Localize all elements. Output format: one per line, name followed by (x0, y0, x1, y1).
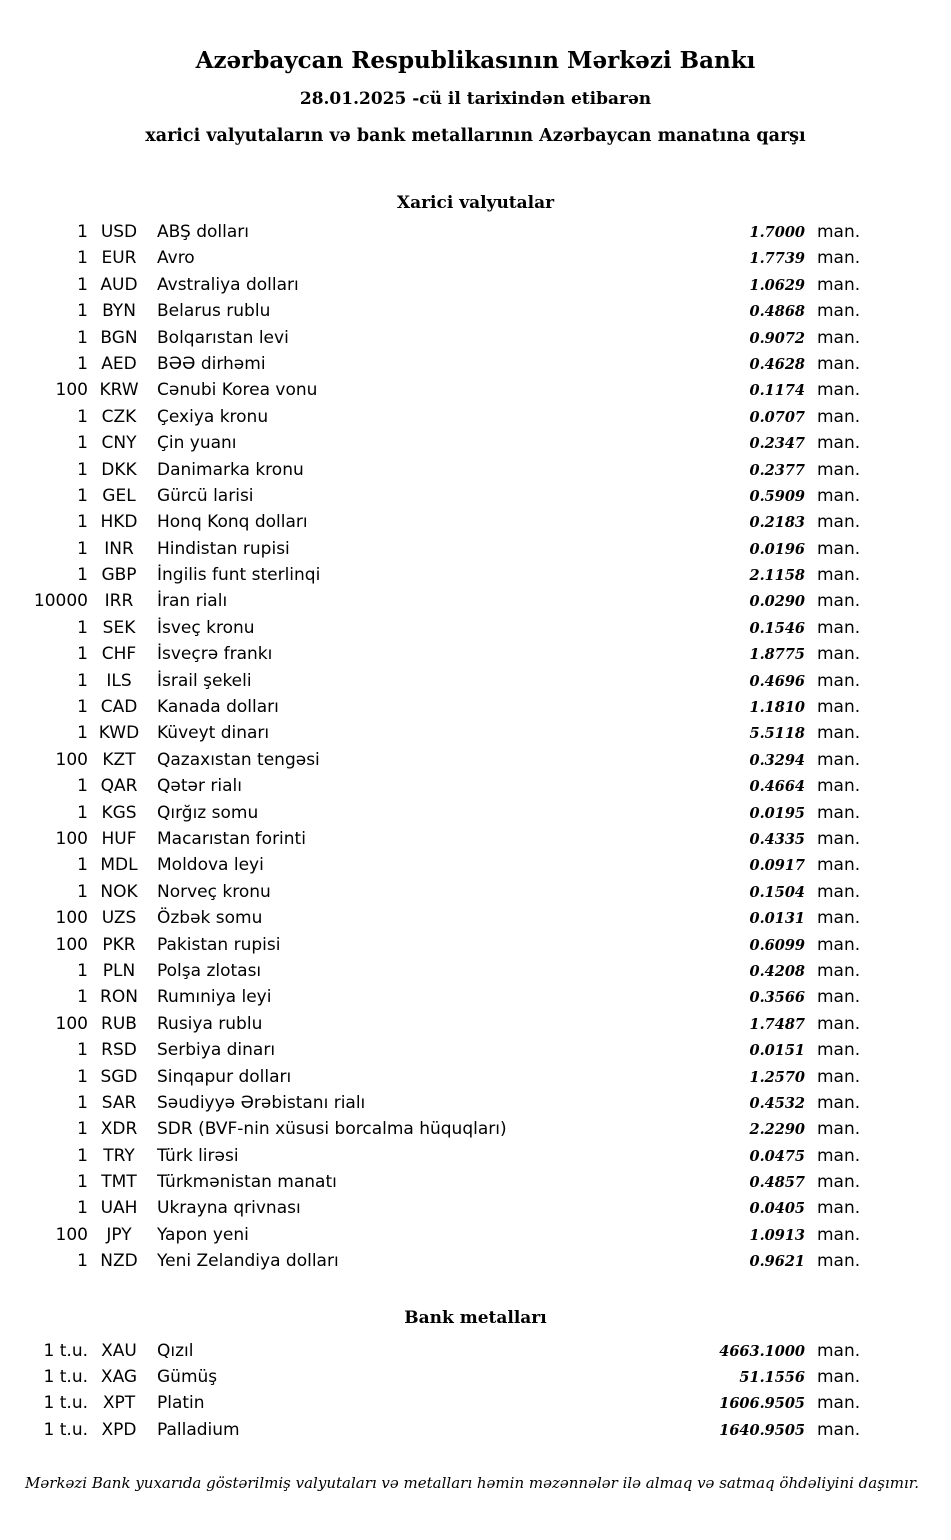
rate-unit: man. (817, 776, 861, 797)
currency-code: XAG (100, 1367, 138, 1388)
quantity: 100 (55, 1013, 88, 1034)
currency-code: TMT (101, 1172, 137, 1193)
rate-row (26, 852, 871, 878)
rate-unit: man. (817, 1013, 861, 1034)
currency-name: Türk lirəsi (157, 1145, 239, 1166)
currency-code: TRY (103, 1145, 135, 1166)
metals-section (0, 1307, 951, 1444)
currency-name: Pakistan rupisi (157, 934, 281, 955)
quantity: 1 t.u. (43, 1419, 88, 1440)
rate-value: 0.9621 (749, 1253, 805, 1271)
document-subtitle: xarici valyutaların və bank metallarının Azərbaycan manatına qarşı (145, 126, 806, 146)
rate-value: 2.1158 (749, 567, 805, 585)
currency-name: Norveç kronu (157, 881, 271, 902)
rate-value: 0.0475 (749, 1147, 805, 1165)
currency-name: İran rialı (157, 591, 228, 612)
rate-value: 0.0707 (749, 408, 805, 426)
quantity: 1 (77, 960, 88, 981)
rate-row (26, 404, 871, 430)
rate-row (26, 1338, 871, 1364)
rate-unit: man. (817, 327, 861, 348)
rate-value: 1.7487 (749, 1015, 805, 1033)
quantity: 1 (77, 538, 88, 559)
currency-name: İngilis funt sterlinqi (157, 565, 321, 586)
quantity: 1 (77, 565, 88, 586)
rate-unit: man. (817, 538, 861, 559)
currency-name: Danimarka kronu (157, 459, 304, 480)
quantity: 1 (77, 855, 88, 876)
rate-row (26, 747, 871, 773)
quantity: 100 (55, 828, 88, 849)
currency-name: Belarus rublu (157, 301, 271, 322)
rate-row (26, 1417, 871, 1443)
rate-row (26, 1222, 871, 1248)
rate-row (26, 1390, 871, 1416)
currency-code: XPD (101, 1419, 137, 1440)
currency-name: Serbiya dinarı (157, 1040, 276, 1061)
rate-value: 0.5909 (749, 487, 805, 505)
currency-code: MDL (100, 855, 138, 876)
currency-code: PKR (102, 934, 136, 955)
currency-name: Qətər rialı (157, 776, 242, 797)
rate-row (26, 509, 871, 535)
rate-value: 0.0131 (749, 910, 805, 928)
currency-name: Macarıstan forinti (157, 828, 306, 849)
rate-unit: man. (817, 644, 861, 665)
quantity: 1 t.u. (43, 1340, 88, 1361)
rate-unit: man. (817, 433, 861, 454)
rate-row (26, 1011, 871, 1037)
quantity: 100 (55, 1224, 88, 1245)
rate-unit: man. (817, 485, 861, 506)
quantity: 1 (77, 327, 88, 348)
rate-value: 5.5118 (749, 725, 805, 743)
currency-name: BƏƏ dirhəmi (157, 353, 266, 374)
rate-unit: man. (817, 1066, 861, 1087)
currency-name: Bolqarıstan levi (157, 327, 289, 348)
currency-code: QAR (100, 776, 138, 797)
quantity: 100 (55, 934, 88, 955)
quantity: 1 (77, 248, 88, 269)
currency-name: Rusiya rublu (157, 1013, 263, 1034)
currency-name: Səudiyyə Ərəbistanı rialı (157, 1092, 366, 1113)
rate-row (26, 773, 871, 799)
currencies-heading: Xarici valyutalar (396, 193, 555, 213)
rate-row (26, 668, 871, 694)
rate-value: 0.0917 (749, 857, 805, 875)
rate-row (26, 1143, 871, 1169)
rate-value: 1.7000 (749, 224, 805, 241)
rate-value: 1.1810 (749, 699, 805, 717)
currency-name: Türkmənistan manatı (157, 1172, 337, 1193)
currency-code: KZT (102, 749, 136, 770)
rate-row (26, 1248, 871, 1274)
quantity: 1 (77, 1092, 88, 1113)
rate-row (26, 1090, 871, 1116)
currency-name: Avstraliya dolları (157, 274, 299, 295)
currency-name: Platin (157, 1393, 205, 1414)
currency-name: Rumıniya leyi (157, 987, 272, 1008)
quantity: 1 (77, 1119, 88, 1140)
rate-value: 1.2570 (749, 1068, 805, 1086)
rate-row (26, 325, 871, 351)
currency-name: Küveyt dinarı (157, 723, 270, 744)
currency-code: RUB (101, 1013, 137, 1034)
rate-unit: man. (817, 380, 861, 401)
quantity: 1 (77, 697, 88, 718)
rate-value: 1.8775 (749, 646, 805, 664)
rate-row (26, 1169, 871, 1195)
rate-unit: man. (817, 1224, 861, 1245)
currency-code: IRR (104, 591, 134, 612)
quantity: 1 t.u. (43, 1393, 88, 1414)
currency-code: AED (101, 353, 137, 374)
quantity: 1 (77, 459, 88, 480)
rate-value: 4663.1000 (719, 1342, 805, 1360)
rate-value: 0.3566 (749, 989, 805, 1007)
rate-row (26, 536, 871, 562)
effective-date: 28.01.2025 -cü il tarixindən etibarən (299, 89, 652, 109)
rate-value: 0.3294 (749, 751, 805, 769)
rate-row (26, 457, 871, 483)
currency-name: Çexiya kronu (157, 406, 269, 427)
rate-value: 1.0913 (749, 1226, 805, 1244)
rate-unit: man. (817, 697, 861, 718)
rate-unit: man. (817, 934, 861, 955)
rate-row (26, 641, 871, 667)
rate-unit: man. (817, 1367, 861, 1388)
rate-value: 0.2377 (749, 461, 805, 479)
rate-value: 0.1504 (749, 883, 805, 901)
quantity: 1 (77, 1172, 88, 1193)
currency-name: Hindistan rupisi (157, 538, 290, 559)
currency-name: Palladium (157, 1419, 240, 1440)
disclaimer: Mərkəzi Bank yuxarıda göstərilmiş valyutaları və metalları həmin məzənnələr ilə almaq və satmaq öhdəliyini daşımır. (25, 1474, 920, 1493)
rate-row (26, 298, 871, 324)
rate-value: 0.4208 (749, 962, 805, 980)
rate-unit: man. (817, 670, 861, 691)
rate-row (26, 483, 871, 509)
quantity: 1 (77, 406, 88, 427)
rate-unit: man. (817, 565, 861, 586)
rate-row (26, 879, 871, 905)
rate-row (26, 694, 871, 720)
rate-value: 0.4696 (749, 672, 805, 690)
rate-value: 0.6099 (749, 936, 805, 954)
rate-unit: man. (817, 617, 861, 638)
currency-name: Qırğız somu (157, 802, 259, 823)
currency-code: GBP (101, 565, 137, 586)
rate-unit: man. (817, 1419, 861, 1440)
rate-row (26, 219, 871, 245)
currency-name: Ukrayna qrivnası (157, 1198, 301, 1219)
currency-code: PLN (102, 960, 136, 981)
quantity: 1 (77, 301, 88, 322)
rate-row (26, 1195, 871, 1221)
rate-row (26, 932, 871, 958)
currency-code: BGN (100, 327, 138, 348)
currency-code: CAD (100, 697, 138, 718)
quantity: 1 (77, 987, 88, 1008)
currency-name: Polşa zlotası (157, 960, 262, 981)
quantity: 1 (77, 617, 88, 638)
rate-unit: man. (817, 274, 861, 295)
quantity: 1 (77, 802, 88, 823)
quantity: 1 (77, 1198, 88, 1219)
rate-row (26, 1064, 871, 1090)
rate-unit: man. (817, 1040, 861, 1061)
currency-code: AUD (100, 274, 138, 295)
rate-unit: man. (817, 1092, 861, 1113)
rate-value: 0.4532 (749, 1094, 805, 1112)
currency-name: Gümüş (157, 1367, 218, 1388)
rate-unit: man. (817, 1172, 861, 1193)
currency-name: Qızıl (157, 1340, 194, 1361)
rate-unit: man. (817, 248, 861, 269)
currency-code: CHF (101, 644, 137, 665)
rate-unit: man. (817, 723, 861, 744)
rate-unit: man. (817, 406, 861, 427)
quantity: 100 (55, 380, 88, 401)
rate-value: 1.0629 (749, 276, 805, 294)
rate-unit: man. (817, 987, 861, 1008)
document-header (0, 46, 951, 148)
currency-name: Yapon yeni (157, 1224, 249, 1245)
currency-name: Çin yuanı (157, 433, 237, 454)
rate-value: 2.2290 (749, 1121, 805, 1139)
rate-row (26, 245, 871, 271)
rate-unit: man. (817, 301, 861, 322)
currency-code: XDR (100, 1119, 138, 1140)
rate-unit: man. (817, 749, 861, 770)
rate-value: 0.4664 (749, 778, 805, 796)
quantity: 1 (77, 1040, 88, 1061)
rate-row (26, 720, 871, 746)
currency-code: RSD (101, 1040, 137, 1061)
quantity: 1 (77, 644, 88, 665)
currency-code: KRW (99, 380, 139, 401)
currency-name: ABŞ dolları (157, 222, 249, 242)
currency-name: Qazaxıstan tengəsi (157, 749, 320, 770)
currency-code: SAR (101, 1092, 137, 1113)
rate-unit: man. (817, 459, 861, 480)
rate-unit: man. (817, 908, 861, 929)
rate-unit: man. (817, 1340, 861, 1361)
quantity: 1 (77, 353, 88, 374)
currency-code: EUR (101, 248, 137, 269)
currency-name: Avro (157, 248, 195, 269)
rate-value: 0.4335 (749, 830, 805, 848)
rate-value: 0.1546 (749, 619, 805, 637)
currency-code: UAH (100, 1198, 138, 1219)
currency-name: Özbək somu (157, 908, 263, 929)
currency-code: SGD (100, 1066, 138, 1087)
currency-name: Sinqapur dolları (157, 1066, 292, 1087)
rate-value: 0.1174 (749, 382, 805, 400)
quantity: 1 (77, 776, 88, 797)
quantity: 1 (77, 274, 88, 295)
rate-row (26, 588, 871, 614)
rate-value: 0.0196 (749, 540, 805, 558)
page-title: Azərbaycan Respublikasının Mərkəzi Bankı (195, 47, 756, 74)
currency-name: İsrail şekeli (157, 670, 252, 691)
quantity: 1 (77, 222, 88, 242)
rate-unit: man. (817, 222, 861, 242)
currency-code: NZD (100, 1251, 138, 1272)
rate-row (26, 826, 871, 852)
quantity: 1 (77, 512, 88, 533)
currency-code: CNY (101, 433, 137, 454)
currency-code: DKK (101, 459, 137, 480)
rate-value: 0.4628 (749, 355, 805, 373)
rate-row (26, 272, 871, 298)
rate-unit: man. (817, 353, 861, 374)
rate-row (26, 905, 871, 931)
rate-unit: man. (817, 1145, 861, 1166)
currency-code: INR (104, 538, 134, 559)
currency-code: BYN (102, 301, 136, 322)
rate-row (26, 615, 871, 641)
quantity: 1 (77, 1145, 88, 1166)
rate-value: 0.2347 (749, 435, 805, 453)
currency-code: ILS (106, 670, 132, 691)
rate-value: 1640.9505 (719, 1421, 805, 1439)
rate-value: 0.0405 (749, 1200, 805, 1218)
rate-unit: man. (817, 1119, 861, 1140)
quantity: 1 (77, 1066, 88, 1087)
currency-name: Gürcü larisi (157, 485, 254, 506)
rate-value: 0.4868 (749, 303, 805, 321)
quantity: 100 (55, 749, 88, 770)
quantity: 1 t.u. (43, 1367, 88, 1388)
rate-unit: man. (817, 828, 861, 849)
rate-unit: man. (817, 1198, 861, 1219)
rate-row (26, 1116, 871, 1142)
quantity: 1 (77, 723, 88, 744)
quantity: 1 (77, 881, 88, 902)
rate-value: 0.0151 (749, 1042, 805, 1060)
rate-unit: man. (817, 802, 861, 823)
rate-row (26, 377, 871, 403)
currency-name: SDR (BVF-nin xüsusi borcalma hüquqları) (157, 1119, 507, 1140)
rate-row (26, 1037, 871, 1063)
currency-name: Cənubi Korea vonu (157, 380, 318, 401)
rate-row (26, 800, 871, 826)
rate-value: 1606.9505 (719, 1395, 805, 1413)
rate-value: 0.9072 (749, 329, 805, 347)
rate-value: 0.4857 (749, 1174, 805, 1192)
currency-code: CZK (101, 406, 137, 427)
rate-unit: man. (817, 1393, 861, 1414)
rate-value: 0.0290 (749, 593, 805, 611)
rate-value: 0.0195 (749, 804, 805, 822)
currency-code: SEK (102, 617, 136, 638)
rate-unit: man. (817, 591, 861, 612)
currency-name: İsveçrə frankı (157, 644, 273, 665)
currency-code: XPT (102, 1393, 136, 1414)
currency-code: HKD (100, 512, 138, 533)
rate-value: 1.7739 (749, 250, 805, 268)
quantity: 1 (77, 485, 88, 506)
rate-row (26, 958, 871, 984)
quantity: 1 (77, 433, 88, 454)
rate-value: 0.2183 (749, 514, 805, 532)
currency-code: KGS (101, 802, 137, 823)
rate-row (26, 562, 871, 588)
quantity: 10000 (33, 591, 88, 612)
rate-unit: man. (817, 855, 861, 876)
currency-code: JPY (106, 1224, 132, 1245)
currency-code: HUF (101, 828, 137, 849)
currencies-table (0, 219, 951, 1275)
currency-code: RON (100, 987, 138, 1008)
rate-unit: man. (817, 881, 861, 902)
currency-code: GEL (102, 485, 136, 506)
rate-unit: man. (817, 1251, 861, 1272)
rate-value: 51.1556 (739, 1369, 805, 1387)
currency-code: NOK (100, 881, 138, 902)
currency-name: İsveç kronu (157, 617, 255, 638)
currency-code: KWD (98, 723, 140, 744)
currency-code: UZS (101, 908, 137, 929)
currencies-section (0, 192, 951, 1275)
quantity: 1 (77, 670, 88, 691)
rate-row (26, 351, 871, 377)
currency-name: Kanada dolları (157, 697, 279, 718)
rate-row (26, 1364, 871, 1390)
quantity: 100 (55, 908, 88, 929)
currency-code: XAU (101, 1340, 137, 1361)
quantity: 1 (77, 1251, 88, 1272)
currency-code: USD (100, 222, 138, 242)
rate-unit: man. (817, 960, 861, 981)
currency-name: Moldova leyi (157, 855, 264, 876)
currency-name: Honq Konq dolları (157, 512, 308, 533)
currency-name: Yeni Zelandiya dolları (157, 1251, 339, 1272)
metals-table (0, 1338, 951, 1444)
rate-row (26, 430, 871, 456)
rate-row (26, 984, 871, 1010)
metals-heading: Bank metalları (404, 1307, 547, 1328)
rate-unit: man. (817, 512, 861, 533)
